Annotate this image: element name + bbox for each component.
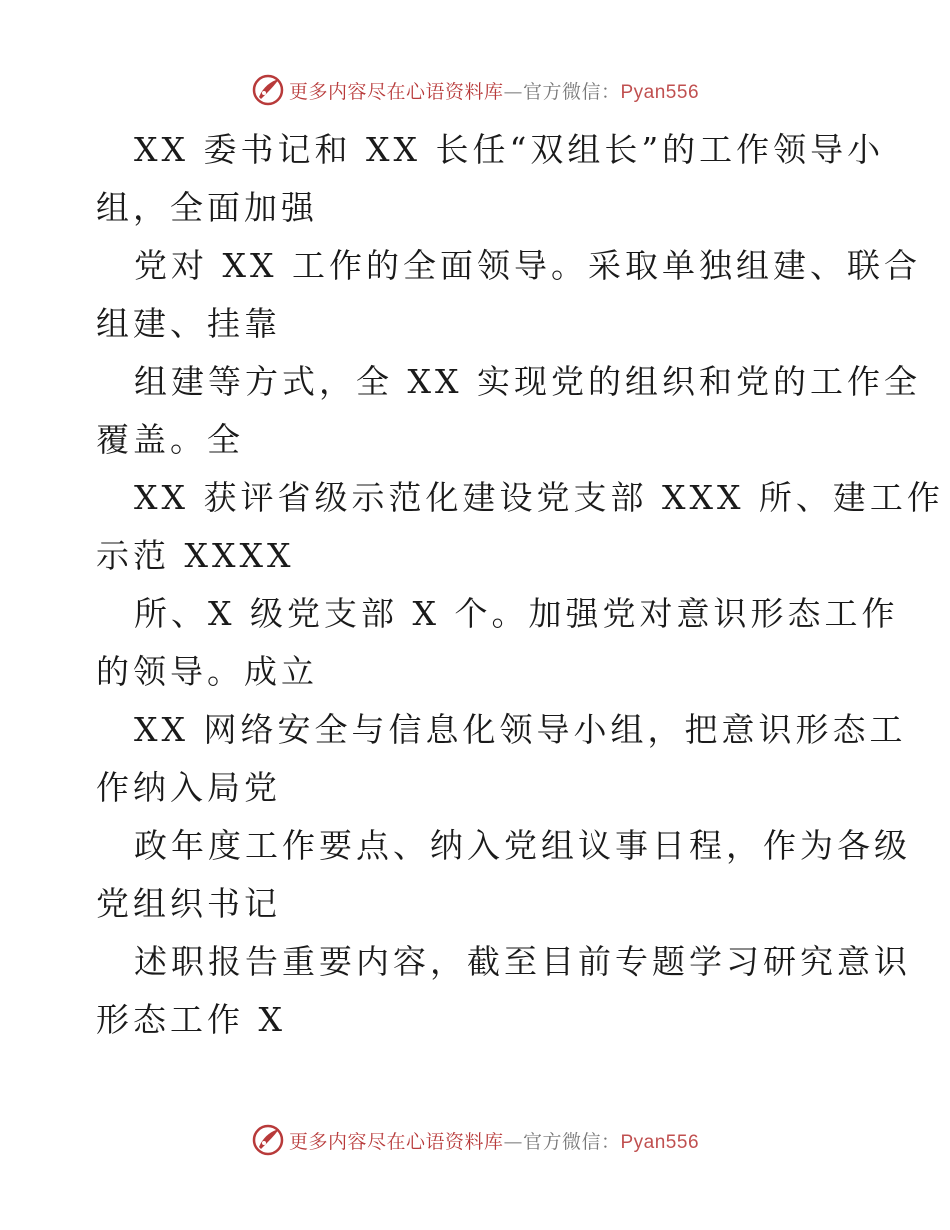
watermark-separator: —	[503, 80, 523, 103]
watermark-text	[289, 77, 699, 104]
text-line: 党对 XX 工作的全面领导。采取单独组建、联合	[134, 246, 921, 285]
text-line: 所、X 级党支部 X 个。加强党对意识形态工作	[134, 594, 899, 633]
text-line: 作纳入局党	[96, 768, 281, 807]
watermark-wechat-id: Pyan556	[620, 1131, 700, 1153]
watermark-text	[289, 1127, 699, 1154]
text-line: 述职报告重要内容，截至目前专题学习研究意识	[134, 942, 911, 981]
text-line: 政年度工作要点、纳入党组议事日程，作为各级	[134, 826, 911, 865]
seal-logo-icon	[251, 1123, 285, 1157]
watermark-separator: —	[503, 1130, 523, 1153]
text-line: XX 获评省级示范化建设党支部 XXX 所、建工作	[134, 478, 944, 517]
text-line: 组建、挂靠	[96, 304, 281, 343]
watermark-brand: 更多内容尽在心语资料库	[288, 1130, 504, 1153]
text-line: 组建等方式，全 XX 实现党的组织和党的工作全	[134, 362, 921, 401]
text-line: 组，全面加强	[96, 188, 318, 227]
text-line: XX 网络安全与信息化领导小组，把意识形态工	[134, 710, 907, 749]
watermark-wechat-label: 官方微信：	[522, 80, 621, 103]
text-line: 覆盖。全	[96, 420, 244, 459]
footer-watermark	[0, 1120, 950, 1160]
text-line: 示范 XXXX	[96, 536, 295, 575]
text-line: 形态工作 X	[96, 1000, 286, 1039]
watermark-brand: 更多内容尽在心语资料库	[288, 80, 504, 103]
watermark-wechat-id: Pyan556	[620, 81, 700, 103]
watermark-wechat-label: 官方微信：	[522, 1130, 621, 1153]
header-watermark	[0, 70, 950, 110]
text-line: 党组织书记	[96, 884, 281, 923]
text-line: XX 委书记和 XX 长任“双组长”的工作领导小	[134, 130, 885, 169]
text-line: 的领导。成立	[96, 652, 318, 691]
seal-logo-icon	[251, 73, 285, 107]
